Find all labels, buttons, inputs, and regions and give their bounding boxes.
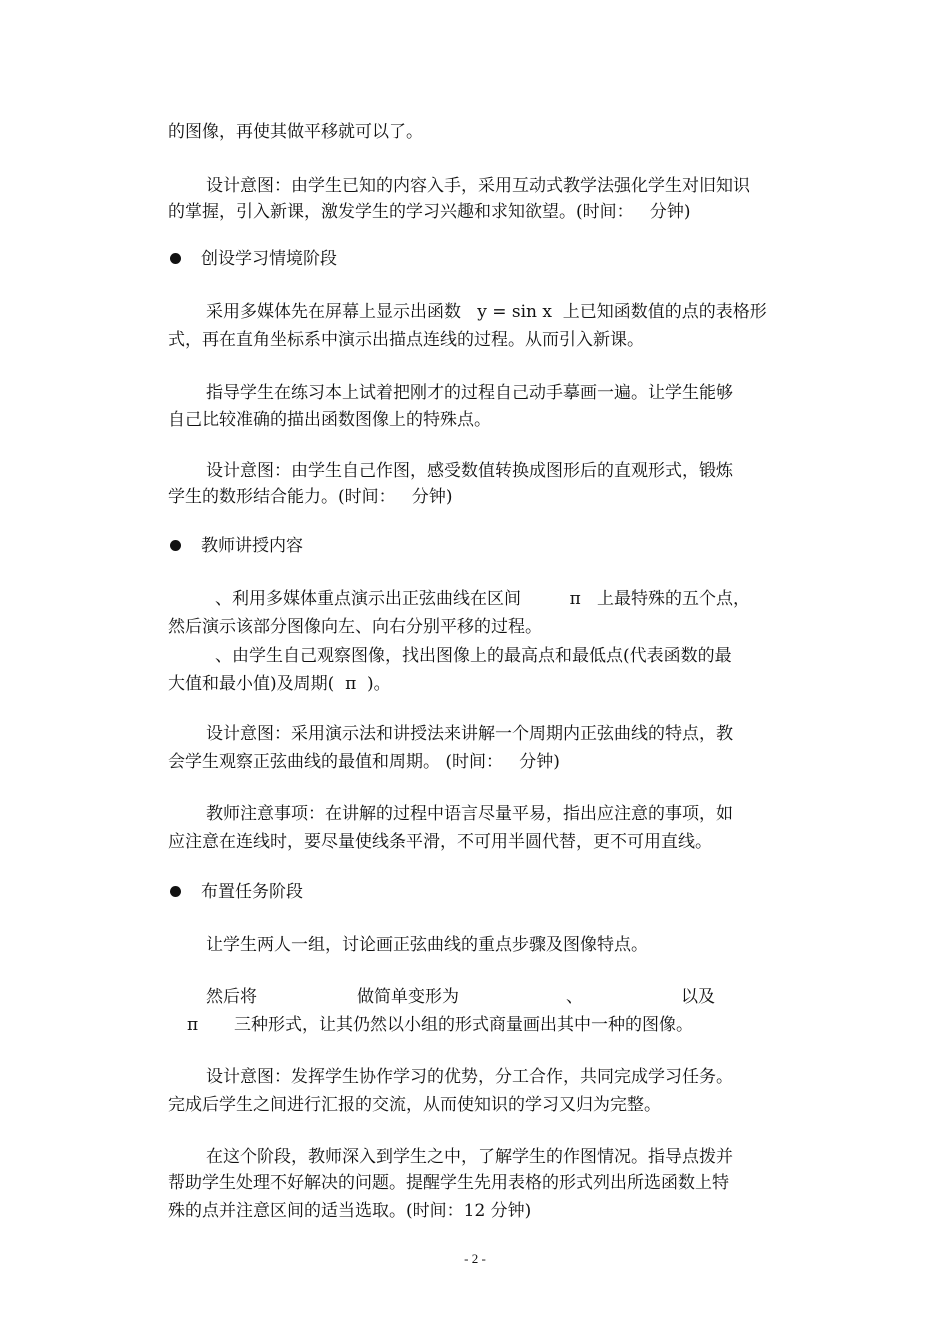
pi-symbol: π [187,1015,199,1035]
paragraph-line: 自己比较准确的描出函数图像上的特殊点。 [168,410,491,430]
paragraph-line: 完成后学生之间进行汇报的交流，从而使知识的学习又归为完整。 [168,1095,661,1115]
paragraph-line: 学生的数形结合能力。(时间： 分钟) [168,487,453,507]
section-heading: 创设学习情境阶段 [201,249,337,269]
paragraph-line: 式，再在直角坐标系中演示出描点连线的过程。从而引入新课。 [168,330,644,350]
paragraph-line: 殊的点并注意区间的适当选取。(时间：12 分钟) [168,1201,532,1221]
paragraph-line: 然后演示该部分图像向左、向右分别平移的过程。 [168,617,542,637]
paragraph-line: 、利用多媒体重点演示出正弦曲线在区间 π 上最特殊的五个点， [215,589,751,609]
paragraph-line: 设计意图：由学生已知的内容入手，采用互动式教学法强化学生对旧知识 [206,176,750,196]
paragraph-line: 采用多媒体先在屏幕上显示出函数 y = sin x 上已知函数值的点的表格形 [206,302,767,322]
paragraph-segment: 然后将 [206,987,257,1007]
page-number: - 2 - [464,1251,486,1266]
paragraph-line: 设计意图：由学生自己作图，感受数值转换成图形后的直观形式，锻炼 [206,461,733,481]
paragraph-segment: 做简单变形为 [357,987,459,1007]
bullet-icon [170,253,181,264]
section-heading: 布置任务阶段 [201,882,303,902]
bullet-icon [170,540,181,551]
paragraph-line: 指导学生在练习本上试着把刚才的过程自己动手摹画一遍。让学生能够 [206,383,733,403]
paragraph-line: 的图像，再使其做平移就可以了。 [168,122,423,142]
paragraph-line: 大值和最小值)及周期( π )。 [168,674,391,694]
paragraph-segment: 三种形式，让其仍然以小组的形式商量画出其中一种的图像。 [234,1015,693,1035]
paragraph-line: 让学生两人一组，讨论画正弦曲线的重点步骤及图像特点。 [206,935,648,955]
paragraph-line: 应注意在连线时，要尽量使线条平滑，不可用半圆代替，更不可用直线。 [168,832,712,852]
paragraph-segment: 以及 [681,987,715,1007]
paragraph-segment: 、 [566,987,583,1007]
section-heading: 教师讲授内容 [201,536,303,556]
paragraph-line: 的掌握，引入新课，激发学生的学习兴趣和求知欲望。(时间： 分钟) [168,202,691,222]
paragraph-line: 帮助学生处理不好解决的问题。提醒学生先用表格的形式列出所选函数上特 [168,1173,729,1193]
paragraph-line: 会学生观察正弦曲线的最值和周期。 (时间： 分钟) [168,752,560,772]
paragraph-line: 、由学生自己观察图像，找出图像上的最高点和最低点(代表函数的最 [215,646,732,666]
paragraph-line: 在这个阶段，教师深入到学生之中，了解学生的作图情况。指导点拨并 [206,1147,733,1167]
paragraph-line: 设计意图：采用演示法和讲授法来讲解一个周期内正弦曲线的特点，教 [206,724,733,744]
paragraph-line: 教师注意事项：在讲解的过程中语言尽量平易，指出应注意的事项，如 [206,804,733,824]
paragraph-line: 设计意图：发挥学生协作学习的优势，分工合作，共同完成学习任务。 [206,1067,733,1087]
bullet-icon [170,886,181,897]
